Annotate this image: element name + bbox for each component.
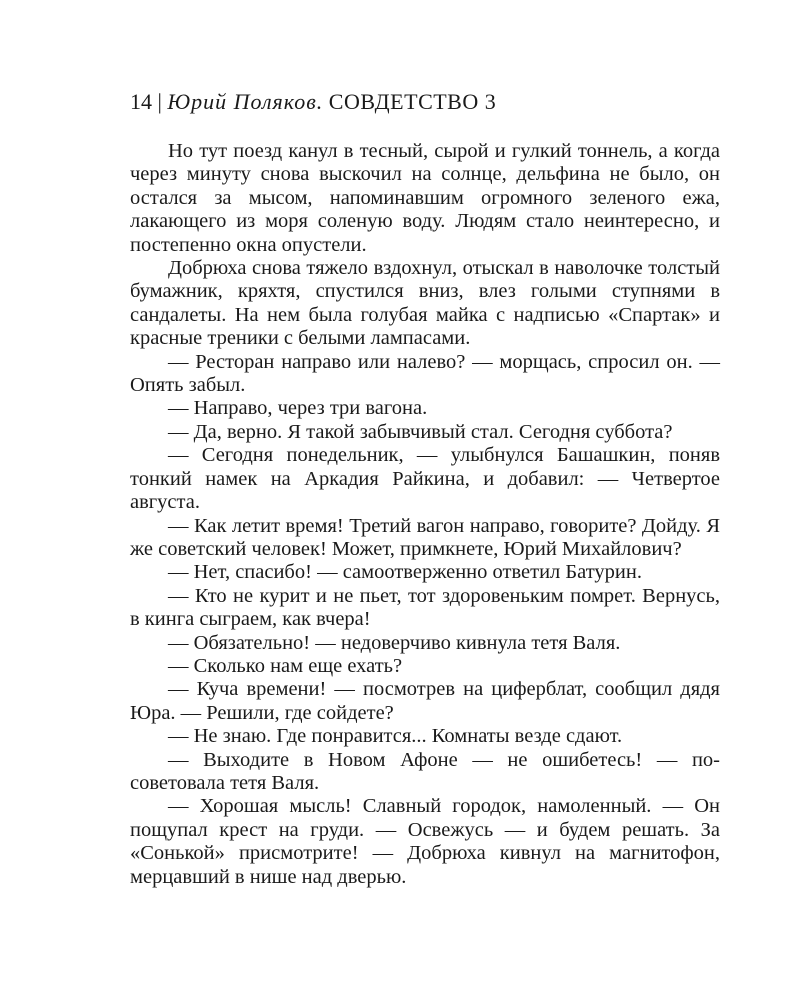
header-separator: | bbox=[157, 89, 162, 114]
paragraph: Но тут поезд канул в тесный, сырой и гулкий тоннель, а когда через минуту снова выскочил на солнце, дельфина не было, он остался за мысом, напоминавшим огромного зеленого ежа, лакающего из моря соленую воду. Людям стало неинтересно, и постепенно окна опустели. bbox=[130, 140, 720, 256]
paragraph: — Не знаю. Где понравится... Комнаты везде сдают. bbox=[168, 725, 623, 748]
paragraph: — Сколько нам еще ехать? bbox=[168, 654, 403, 677]
paragraph: — Как летит время! Третий вагон направо, говорите? Дойду. Я же советский человек! Может, примкнете, Юрий Михайлович? bbox=[130, 514, 720, 560]
paragraph: — Сегодня понедельник, — улыбнулся Башашкин, поняв тонкий намек на Аркадия Райкина, и добавил: — Четвертое августа. bbox=[130, 444, 720, 514]
page-number: 14 bbox=[130, 89, 152, 114]
author-name: Юрий Поляков. bbox=[167, 89, 324, 114]
running-header bbox=[130, 88, 720, 116]
paragraph: — Да, верно. Я такой забывчивый стал. Сегодня суббота? bbox=[168, 420, 673, 443]
paragraph: — Нет, спасибо! — самоотверженно ответил Батурин. bbox=[168, 561, 642, 584]
book-title: СОВДЕТСТВО 3 bbox=[328, 89, 497, 114]
body-text bbox=[130, 140, 720, 889]
paragraph: — Ресторан направо или налево? — морщась, спросил он. — Опять забыл. bbox=[130, 350, 720, 397]
paragraph: — Хорошая мысль! Славный городок, намоленный. — Он пощупал крест на груди. — Освежусь — и будем решать. За «Сонькой» присмотрите! — Добрюха кивнул на магнитофон, мерцавший в нише над дверью. bbox=[130, 795, 720, 888]
paragraph: — Направо, через три вагона. bbox=[168, 397, 428, 420]
paragraph: — Куча времени! — посмотрев на циферблат, сообщил дядя Юра. — Решили, где сойдете? bbox=[130, 678, 720, 724]
paragraph: — Кто не курит и не пьет, тот здоровеньким помрет. Вернусь, в кинга сыграем, как вчера! bbox=[130, 584, 720, 631]
paragraph: — Выходите в Новом Афоне — не ошибетесь! — посоветовала тетя Валя. bbox=[130, 748, 720, 794]
paragraph: Добрюха снова тяжело вздохнул, отыскал в наволочке толстый бумажник, кряхтя, спустился вниз, влез голыми ступнями в сандалеты. На нем была голубая майка с надписью «Спартак» и красные треники с белыми лампасами. bbox=[130, 257, 720, 350]
book-page bbox=[130, 88, 720, 889]
paragraph: — Обязательно! — недоверчиво кивнула тетя Валя. bbox=[168, 631, 621, 654]
